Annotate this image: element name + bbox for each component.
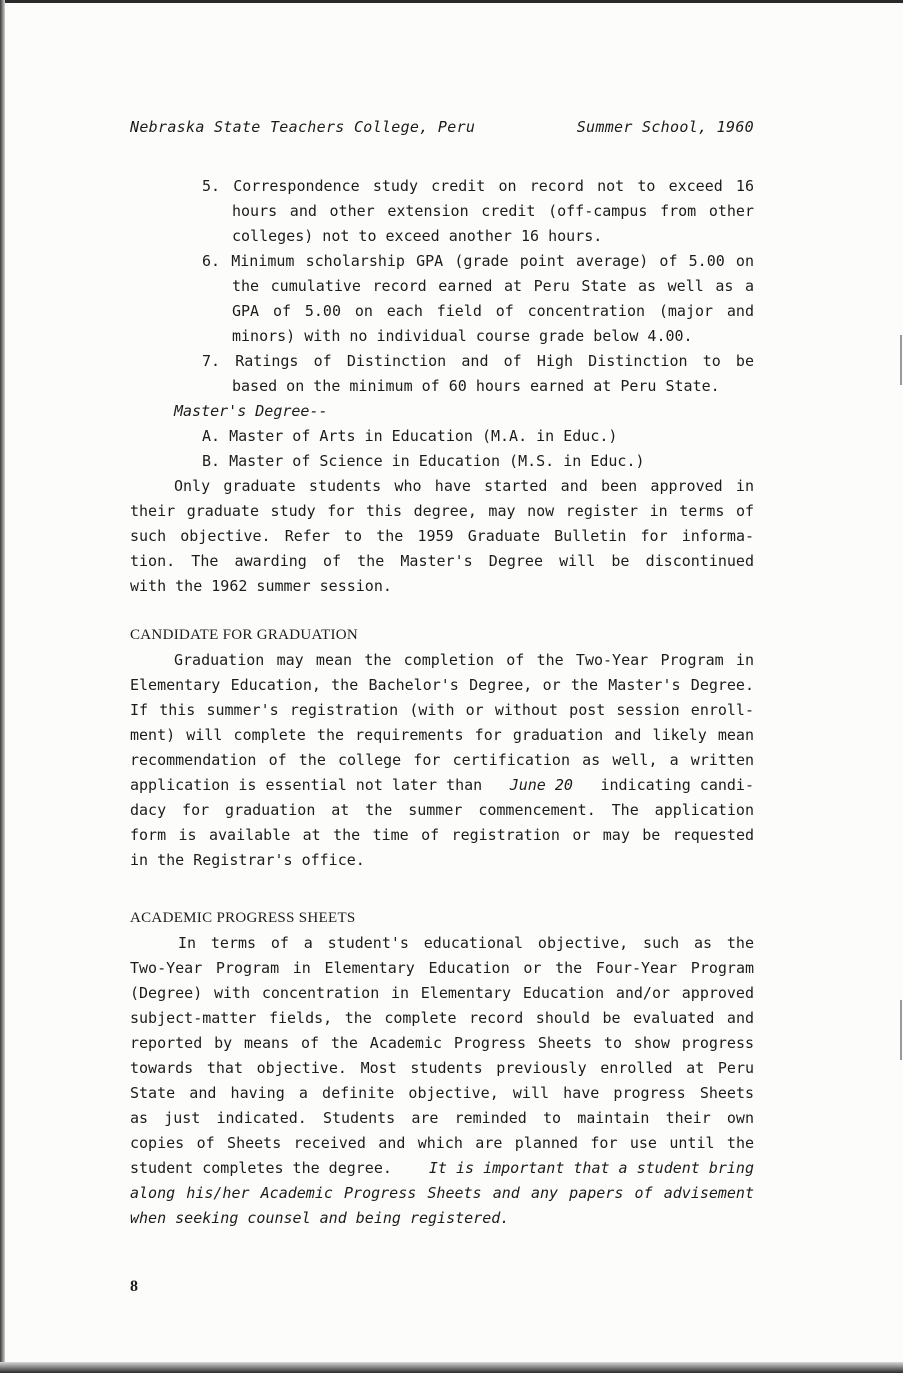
item-7-line: 7. Ratings of Distinction and of High Distinction to be <box>202 352 754 370</box>
academic-line: towards that objective. Most students previously enrolled at Peru <box>130 1059 754 1077</box>
candidate-text: indicating candi- <box>600 776 754 794</box>
margin-mark <box>900 335 902 385</box>
item-6-line: minors) with no individual course grade below 4.00. <box>232 327 693 345</box>
header-college: Nebraska State Teachers College, Peru <box>130 118 476 136</box>
item-5-line: colleges) not to exceed another 16 hours. <box>232 227 603 245</box>
page-edge-bottom <box>0 1362 903 1373</box>
academic-line: reported by means of the Academic Progress Sheets to show progress <box>130 1034 754 1052</box>
header-session: Summer School, 1960 <box>576 118 754 136</box>
masters-paragraph-line: with the 1962 summer session. <box>130 577 392 595</box>
masters-option-b: B. Master of Science in Education (M.S. in Educ.) <box>202 452 645 470</box>
academic-emphasis: It is important that a student bring <box>428 1159 754 1177</box>
academic-heading: ACADEMIC PROGRESS SHEETS <box>130 910 356 926</box>
academic-line: Two-Year Program in Elementary Education or the Four-Year Program <box>130 959 754 977</box>
masters-paragraph-line: Only graduate students who have started and been approved in <box>174 477 754 495</box>
academic-line: In terms of a student's educational objective, such as the <box>178 934 754 952</box>
candidate-line: form is available at the time of registration or may be requested <box>130 826 754 844</box>
academic-line: as just indicated. Students are reminded to maintain their own <box>130 1109 754 1127</box>
candidate-line: recommendation of the college for certification as well, a written <box>130 751 754 769</box>
academic-line: copies of Sheets received and which are planned for use until the <box>130 1134 754 1152</box>
item-6-line: the cumulative record earned at Peru State as well as a <box>232 277 754 295</box>
item-6-line: GPA of 5.00 on each field of concentration (major and <box>232 302 754 320</box>
masters-paragraph-line: tion. The awarding of the Master's Degree will be discontinued <box>130 552 754 570</box>
masters-option-a: A. Master of Arts in Education (M.A. in Educ.) <box>202 427 618 445</box>
candidate-line <box>130 773 754 798</box>
academic-line <box>130 1156 754 1181</box>
item-5-line: hours and other extension credit (off-campus from other <box>232 202 754 220</box>
candidate-line: in the Registrar's office. <box>130 851 365 869</box>
candidate-line: ment) will complete the requirements for graduation and likely mean <box>130 726 754 744</box>
candidate-line: dacy for graduation at the summer commencement. The application <box>130 801 754 819</box>
candidate-line: If this summer's registration (with or without post session enroll- <box>130 701 754 719</box>
masters-heading: Master's Degree-- <box>174 402 328 420</box>
candidate-line: Elementary Education, the Bachelor's Degree, or the Master's Degree. <box>130 676 754 694</box>
masters-paragraph-line: such objective. Refer to the 1959 Graduate Bulletin for informa- <box>130 527 754 545</box>
candidate-heading: CANDIDATE FOR GRADUATION <box>130 627 359 643</box>
academic-emphasis-line: when seeking counsel and being registered. <box>130 1209 510 1227</box>
masters-paragraph-line: their graduate study for this degree, may now register in terms of <box>130 502 754 520</box>
item-5-line: 5. Correspondence study credit on record not to exceed 16 <box>202 177 754 195</box>
candidate-line: Graduation may mean the completion of the Two-Year Program in <box>174 651 754 669</box>
academic-text: student completes the degree. <box>130 1159 392 1177</box>
academic-line: State and having a definite objective, will have progress Sheets <box>130 1084 754 1102</box>
page-number: 8 <box>130 1278 138 1295</box>
academic-line: subject-matter fields, the complete record should be evaluated and <box>130 1009 754 1027</box>
deadline-date: June 20 <box>509 776 573 794</box>
candidate-text: application is essential not later than <box>130 776 483 794</box>
page-edge-top <box>0 0 903 3</box>
margin-mark <box>900 1000 902 1060</box>
academic-emphasis-line: along his/her Academic Progress Sheets and any papers of advisement <box>130 1184 754 1202</box>
academic-line: (Degree) with concentration in Elementary Education and/or approved <box>130 984 754 1002</box>
item-7-line: based on the minimum of 60 hours earned at Peru State. <box>232 377 720 395</box>
page-edge-left <box>0 0 5 1373</box>
item-6-line: 6. Minimum scholarship GPA (grade point average) of 5.00 on <box>202 252 754 270</box>
running-header <box>130 118 754 136</box>
